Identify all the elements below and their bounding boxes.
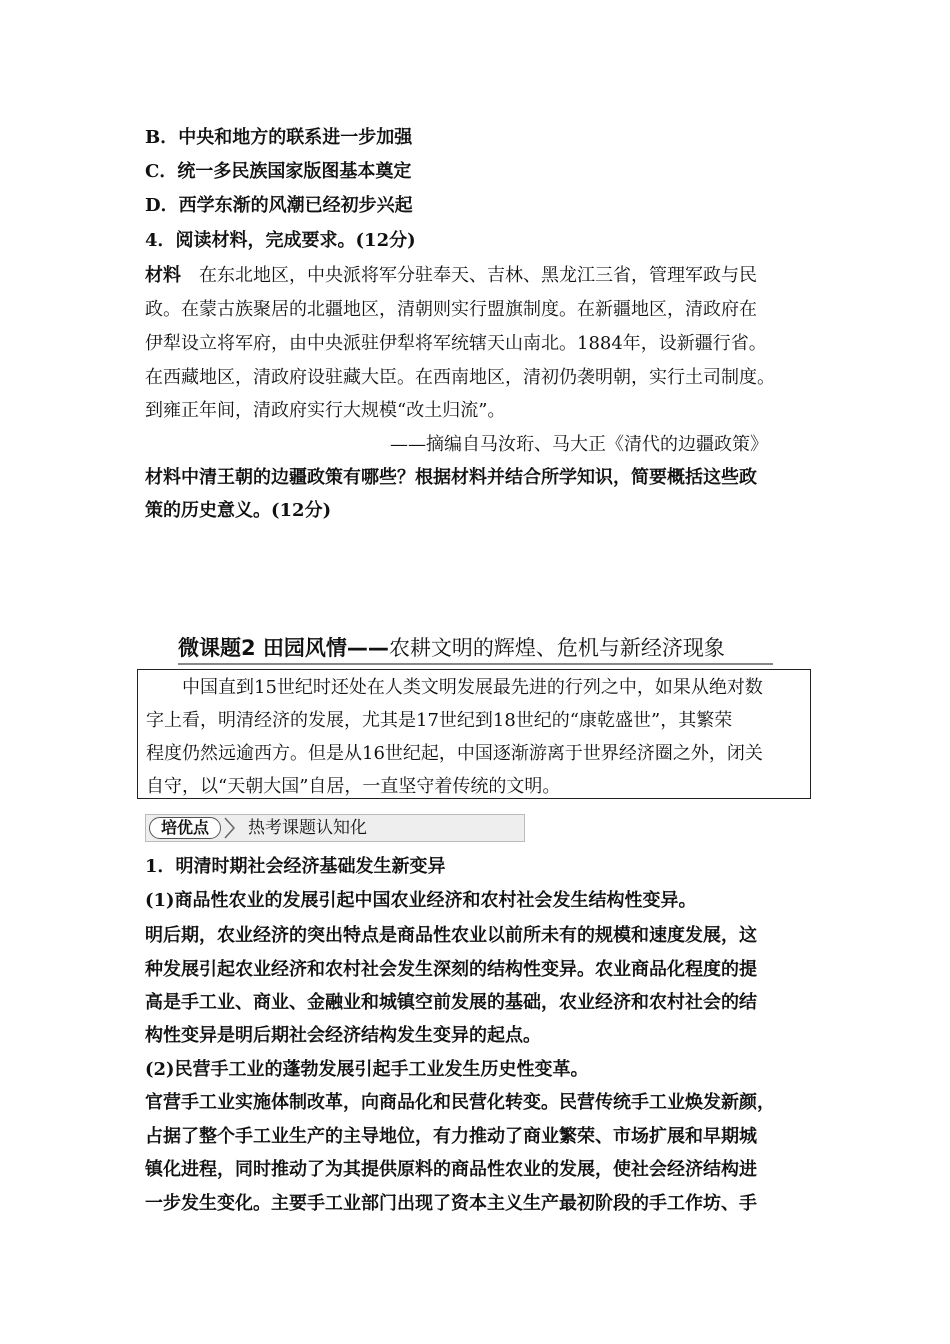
option-d: D．西学东渐的风潮已经初步兴起	[145, 195, 413, 216]
body-line-11: 一步发生变化。主要手工业部门出现了资本主义生产最初阶段的手工作坊、手	[145, 1193, 757, 1214]
material-line-1	[145, 264, 820, 288]
intro-line-4: 自守，以“天朝大国”自居，一直坚守着传统的文明。	[146, 776, 561, 797]
body-line-3: 明后期，农业经济的突出特点是商品性农业以前所未有的规模和速度发展，这	[145, 925, 757, 946]
question-prompt-1: 材料中清王朝的边疆政策有哪些？根据材料并结合所学知识，简要概括这些政	[145, 467, 757, 488]
intro-line-1: 中国直到15世纪时还处在人类文明发展最先进的行列之中，如果从绝对数	[182, 677, 763, 698]
body-line-7: (2)民营手工业的蓬勃发展引起手工业发生历史性变革。	[145, 1059, 589, 1080]
section-title	[178, 633, 773, 665]
question-4-title: 4．阅读材料，完成要求。(12分)	[145, 230, 416, 251]
body-line-4: 种发展引起农业经济和农村社会发生深刻的结构性变异。农业商品化程度的提	[145, 959, 757, 980]
body-line-6: 构性变异是明后期社会经济结构发生变异的起点。	[145, 1025, 541, 1046]
section-title-rest: 农耕文明的辉煌、危机与新经济现象	[388, 636, 725, 660]
material-label: 材料	[145, 265, 181, 286]
section-title-bold: 微课题2 田园风情——	[178, 636, 389, 660]
material-text-1: 在东北地区，中央派将军分驻奉天、吉林、黑龙江三省，管理军政与民	[199, 265, 757, 286]
material-source: ——摘编自马汝珩、马大正《清代的边疆政策》	[390, 434, 768, 455]
body-heading-1: 1．明清时期社会经济基础发生新变异	[145, 856, 446, 877]
tag-text: 热考课题认知化	[248, 818, 367, 838]
intro-line-2: 字上看，明清经济的发展，尤其是17世纪到18世纪的“康乾盛世”，其繁荣	[146, 710, 733, 731]
body-line-8: 官营手工业实施体制改革，向商品化和民营化转变。民营传统手工业焕发新颜，	[145, 1092, 775, 1113]
question-prompt-2: 策的历史意义。(12分)	[145, 500, 332, 521]
body-line-9: 占据了整个手工业生产的主导地位，有力推动了商业繁荣、市场扩展和早期城	[145, 1126, 757, 1147]
option-c: C．统一多民族国家版图基本奠定	[145, 161, 412, 182]
body-line-10: 镇化进程，同时推动了为其提供原料的商品性农业的发展，使社会经济结构进	[145, 1159, 757, 1180]
material-line-3: 伊犁设立将军府，由中央派驻伊犁将军统辖天山南北。1884年，设新疆行省。	[145, 333, 767, 354]
option-b: B．中央和地方的联系进一步加强	[145, 127, 413, 148]
tag-label: 培优点	[149, 817, 221, 839]
material-line-5: 到雍正年间，清政府实行大规模“改土归流”。	[145, 400, 506, 421]
material-line-2: 政。在蒙古族聚居的北疆地区，清朝则实行盟旗制度。在新疆地区，清政府在	[145, 299, 757, 320]
material-line-4: 在西藏地区，清政府设驻藏大臣。在西南地区，清初仍袭明朝，实行土司制度。	[145, 367, 775, 388]
body-line-2: (1)商品性农业的发展引起中国农业经济和农村社会发生结构性变异。	[145, 890, 697, 911]
intro-line-3: 程度仍然远逾西方。但是从16世纪起，中国逐渐游离于世界经济圈之外，闭关	[146, 743, 763, 764]
body-line-5: 高是手工业、商业、金融业和城镇空前发展的基础，农业经济和农村社会的结	[145, 992, 757, 1013]
chevron-right-icon	[222, 815, 238, 841]
